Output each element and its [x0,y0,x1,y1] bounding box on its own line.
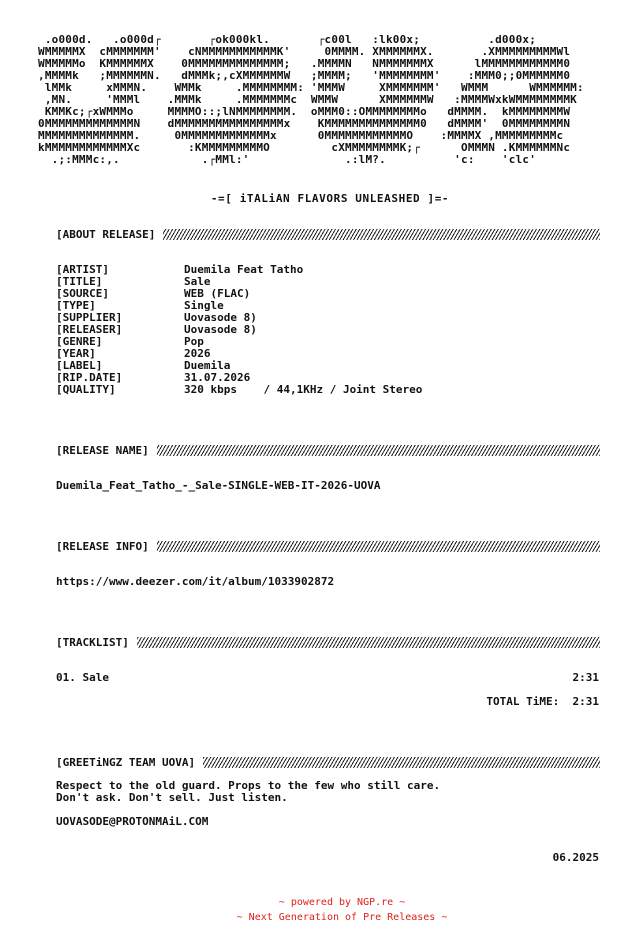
detail-value: Uovasode 8) [184,311,257,324]
detail-value: 31.07.2026 [184,371,251,384]
detail-key: [SUPPLIER] [56,311,123,324]
section-title-greetings: [GREETiNGZ TEAM UOVA] [56,755,196,769]
section-header-release-info [56,540,600,552]
release-details [56,264,422,396]
hatch-divider [203,757,600,768]
section-title-about: [ABOUT RELEASE] [56,227,156,241]
detail-value: 320 kbps / 44,1KHz / Joint Stereo [184,383,423,396]
release-name: Duemila_Feat_Tatho_-_Sale-SINGLE-WEB-IT-2026-UOVA [56,479,381,492]
detail-key: [ARTIST] [56,263,109,276]
hatch-divider [157,445,600,456]
detail-row-quality [56,384,422,396]
detail-key: [GENRE] [56,335,103,348]
hatch-divider [157,541,600,552]
track-title: 01. Sale [56,671,109,684]
detail-key: [SOURCE] [56,287,109,300]
section-header-about [56,228,600,240]
detail-key: [RELEASER] [56,323,123,336]
section-header-tracklist [56,636,600,648]
detail-row-source [56,288,422,300]
section-title-tracklist: [TRACKLIST] [56,635,129,649]
track-duration: 2:31 [572,671,599,684]
detail-row-year [56,348,422,360]
detail-value: Duemila [184,359,231,372]
detail-key: [TYPE] [56,299,96,312]
detail-value: WEB (FLAC) [184,287,251,300]
section-title-release-info: [RELEASE INFO] [56,539,149,553]
detail-key: [RIP.DATE] [56,371,123,384]
release-url: https://www.deezer.com/it/album/1033902872 [56,575,335,588]
detail-row-artist [56,264,422,276]
hatch-divider [163,229,600,240]
tagline: -=[ iTALiAN FLAVORS UNLEASHED ]=- [210,192,450,205]
detail-key: [YEAR] [56,347,96,360]
detail-value: Pop [184,335,204,348]
greeting-line: Respect to the old guard. Props to the few who still care. [56,779,441,792]
release-month: 06.2025 [552,851,599,864]
footer-tagline: ~ Next Generation of Pre Releases ~ [236,912,448,923]
hatch-divider [137,637,600,648]
detail-value: 2026 [184,347,211,360]
footer-powered-by: ~ powered by NGP.re ~ [278,897,406,908]
section-header-release-name [56,444,600,456]
ascii-logo: .o000d. .o000d┌ ┌ok000kl. ┌c00l :lk00x; .d000x; WMMMMMX cMMMMMMM' cNMMMMMMMMMMMK' 0MMMM. XMMMMMMX. .XMMMMMMMMMWl WMMMMMo KMMMMMMX 0MMMMMMMMMMMMMM; .MMMMN NMMMMMMMX lMMMMMMMMMMMM0 ,MMMMk ;MMMMMMN. dMMMk;,cXMMMMMMW ;MMMM; 'MMMMMMMM' :MMM0;;0MMMMMM0 lMMk xMMMN. WMMk .MMMMMMMM: 'MMMW XMMMMMMM' WMMM WMMMMMM: ,MN. 'MMMl .MMMk .MMMMMMMc WMMW XMMMMMMW :MMMMWxkWMMMMMMMMK KMMKc;┌xWMMMo MMMMO::;lNMMMMMMMM. oMMM0::OMMMMMMMMo dMMMM. kMMMMMMMMW 0MMMMMMMMMMMMMN dMMMMMMMMMMMMMMMMx KMMMMMMMMMMMMMM0 dMMMM' 0MMMMMMMMN MMMMMMMMMMMMMM. 0MMMMMMMMMMMMMx 0MMMMMMMMMMMMO :MMMMX ,MMMMMMMMMc kMMMMMMMMMMMMXc :KMMMMMMMMMO cXMMMMMMMMK;┌ OMMMN .KMMMMMMNc .;:MMMc:,. .┌MMl:' .:lM?. 'c: 'clc' [38,33,584,166]
detail-value: Sale [184,275,211,288]
detail-value: Single [184,299,224,312]
section-header-greetings [56,756,600,768]
detail-key: [TITLE] [56,275,103,288]
contact-email: UOVASODE@PROTONMAiL.COM [56,815,209,828]
detail-row-releaser [56,324,422,336]
detail-value: Duemila Feat Tatho [184,263,304,276]
detail-key: [LABEL] [56,359,103,372]
track-row [56,672,599,684]
section-title-release-name: [RELEASE NAME] [56,443,149,457]
detail-key: [QUALITY] [56,383,116,396]
greeting-line: Don't ask. Don't sell. Just listen. [56,791,288,804]
detail-row-genre [56,336,422,348]
total-time: TOTAL TiME: 2:31 [486,695,599,708]
detail-value: Uovasode 8) [184,323,257,336]
